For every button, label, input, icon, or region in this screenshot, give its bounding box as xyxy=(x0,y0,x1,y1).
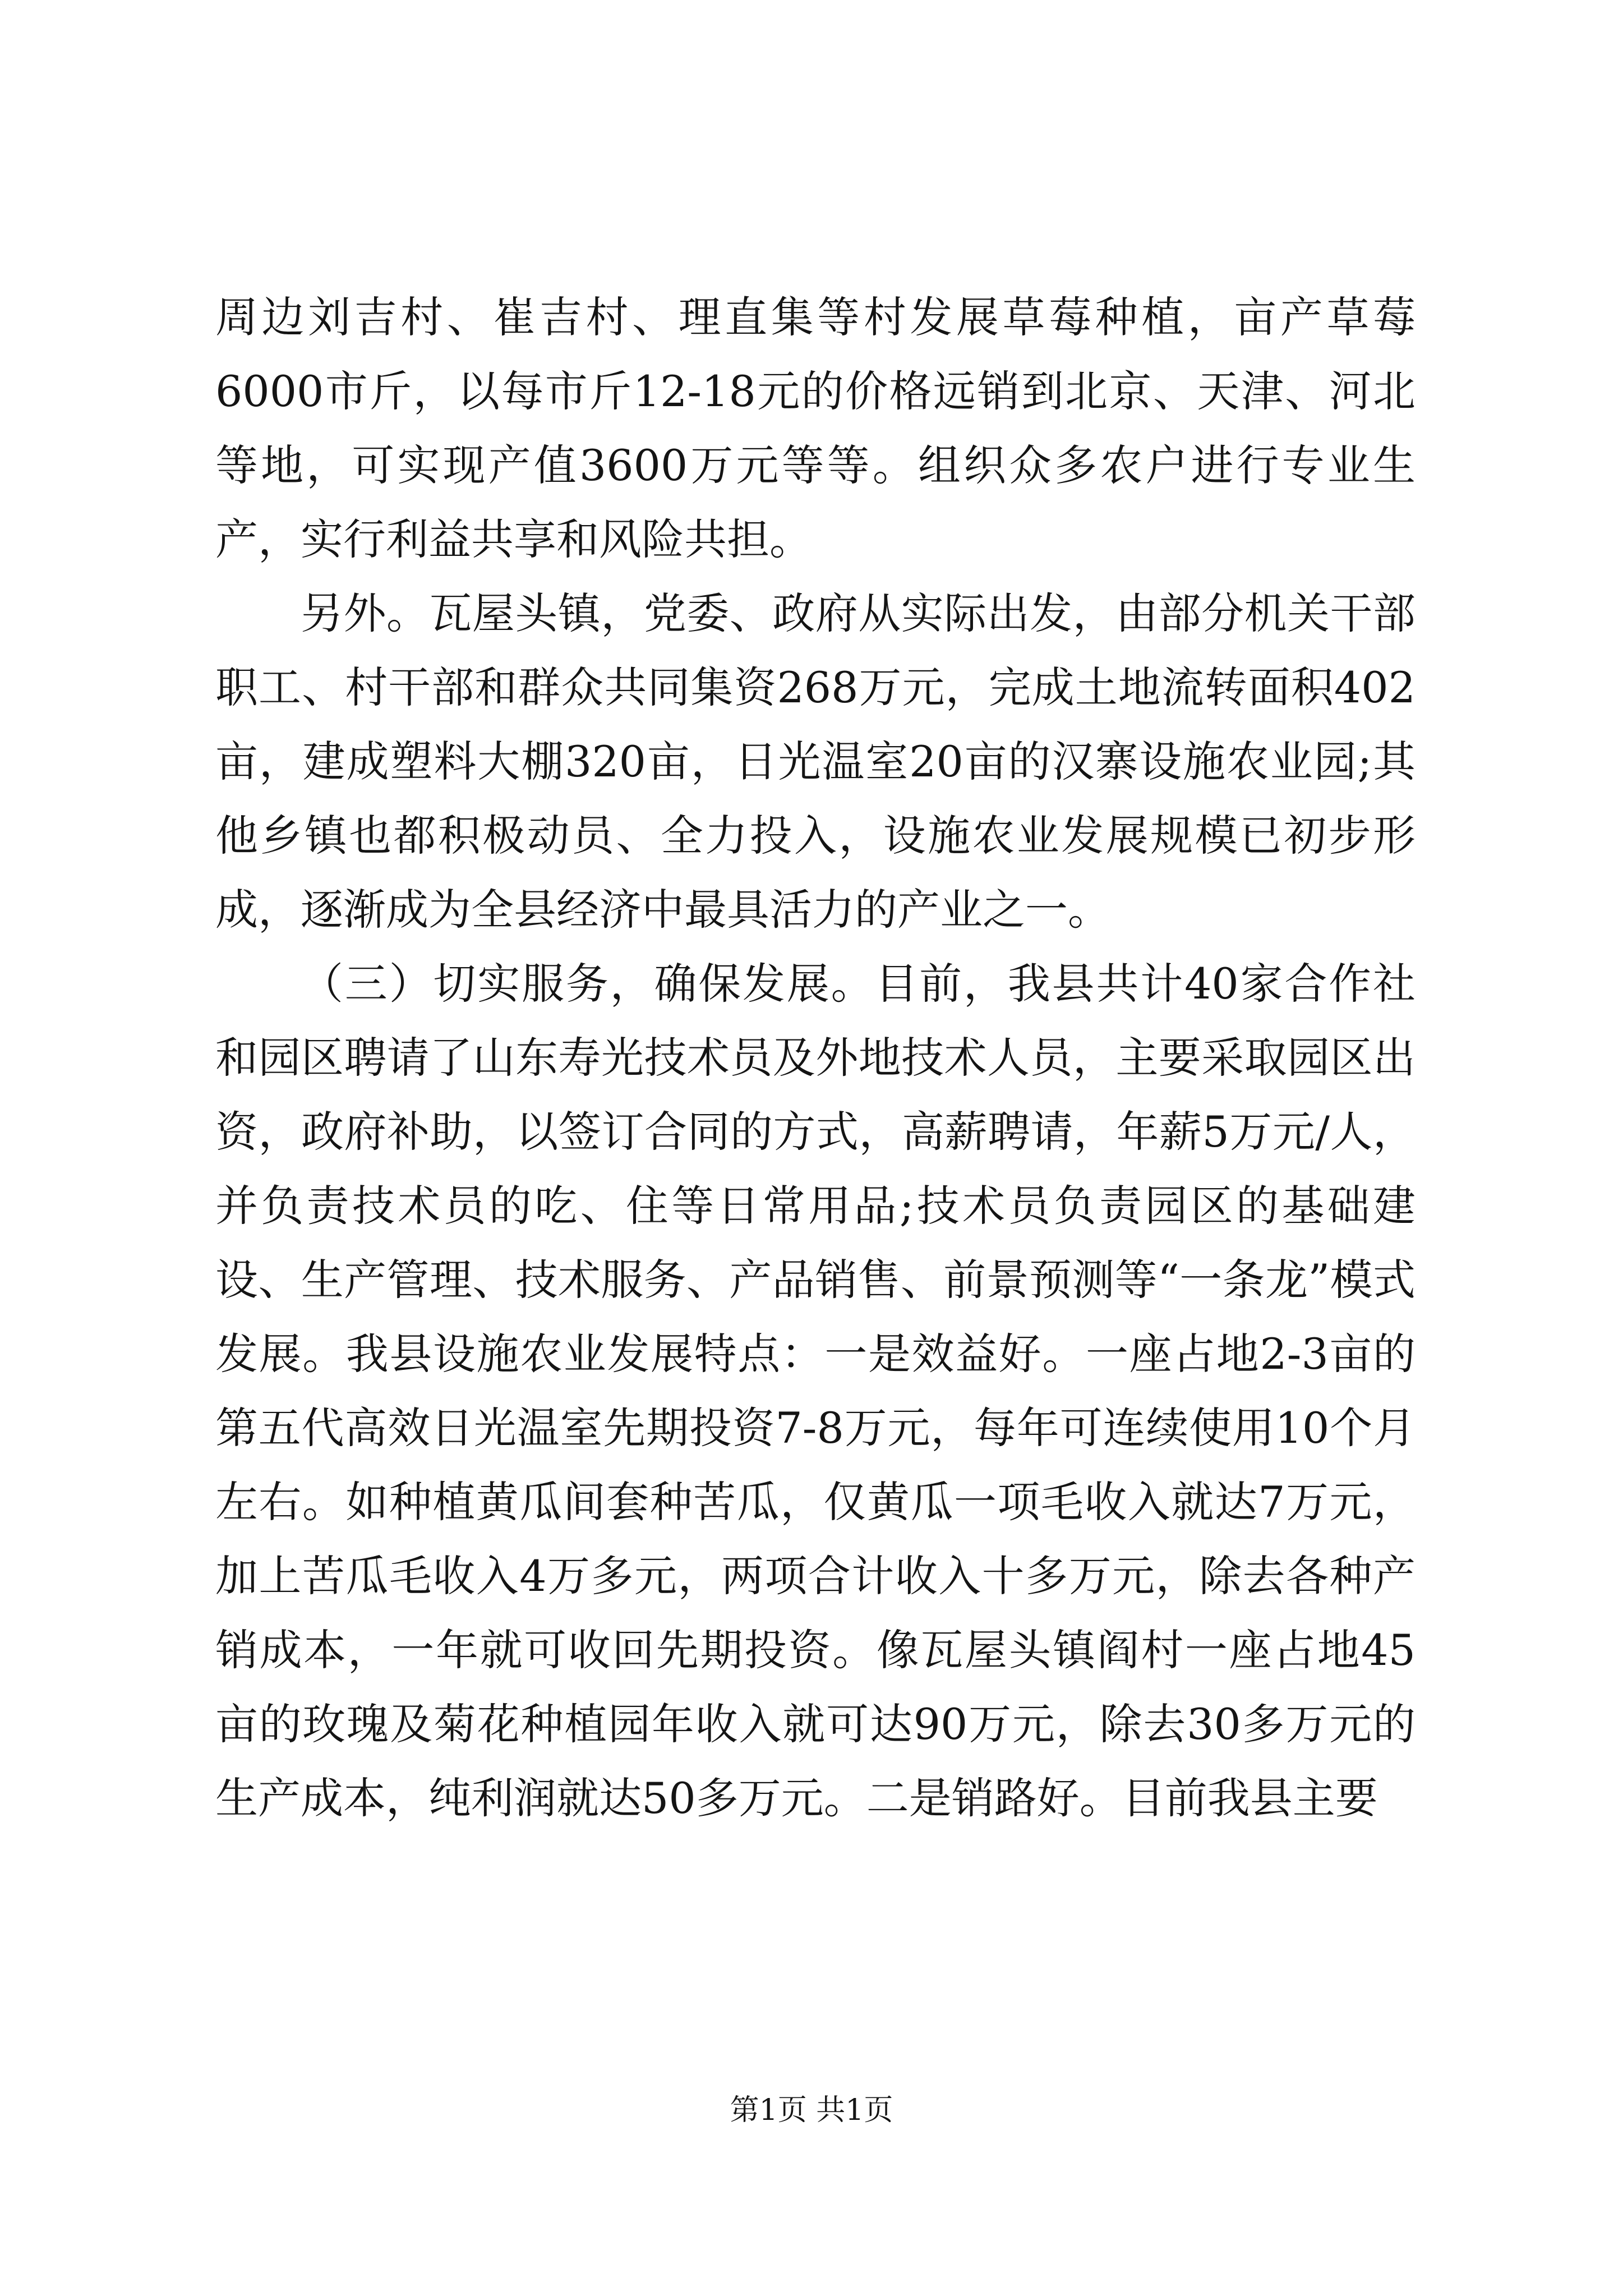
document-body xyxy=(215,280,1415,1835)
page-footer: 第1页 共1页 xyxy=(730,2093,893,2127)
paragraph-1: 周边刘吉村、崔吉村、理直集等村发展草莓种植，亩产草莓6000市斤，以每市斤12-18元的价格远销到北京、天津、河北等地，可实现产值3600万元等等。组织众多农户进行专业生产，实行利益共享和风险共担。 xyxy=(215,292,1415,564)
paragraph-3: （三）切实服务，确保发展。目前，我县共计40家合作社和园区聘请了山东寿光技术员及外地技术人员，主要采取园区出资，政府补助，以签订合同的方式，高薪聘请，年薪5万元/人，并负责技术员的吃、住等日常用品;技术员负责园区的基础建设、生产管理、技术服务、产品销售、前景预测等“一条龙”模式发展。我县设施农业发展特点：一是效益好。一座占地2-3亩的第五代高效日光温室先期投资7-8万元，每年可连续使用10个月左右。如种植黄瓜间套种苦瓜，仅黄瓜一项毛收入就达7万元，加上苦瓜毛收入4万多元，两项合计收入十多万元，除去各种产销成本，一年就可收回先期投资。像瓦屋头镇阎村一座占地45亩的玫瑰及菊花种植园年收入就可达90万元，除去30多万元的生产成本，纯利润就达50多万元。二是销路好。目前我县主要 xyxy=(215,959,1415,1823)
paragraph-2: 另外。瓦屋头镇，党委、政府从实际出发，由部分机关干部职工、村干部和群众共同集资268万元，完成土地流转面积402亩，建成塑料大棚320亩，日光温室20亩的汉寨设施农业园;其他乡镇也都积极动员、全力投入，设施农业发展规模已初步形成，逐渐成为全县经济中最具活力的产业之一。 xyxy=(215,588,1415,935)
